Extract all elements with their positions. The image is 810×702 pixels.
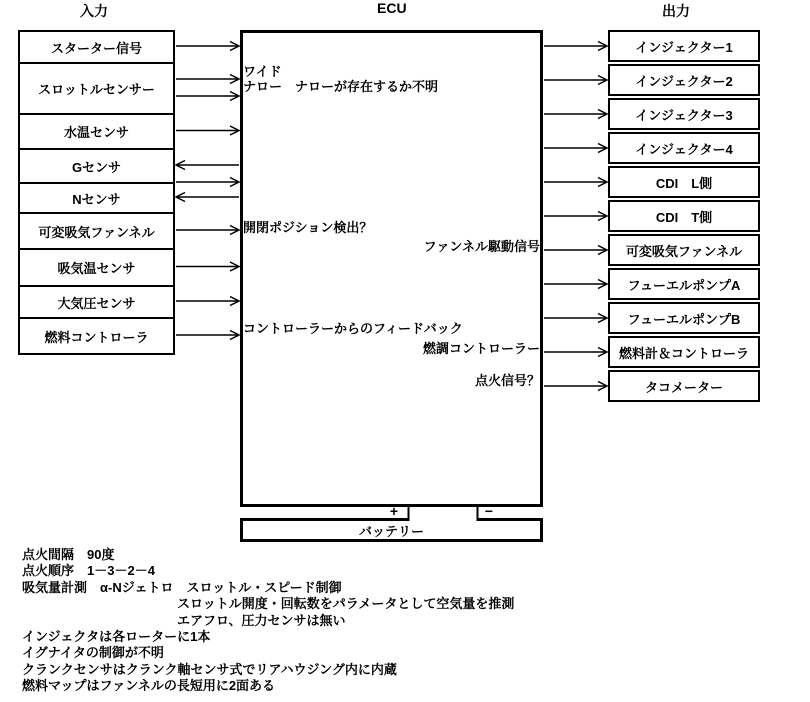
input-box-label: Gセンサ (71, 159, 122, 175)
output-box-label: フューエルポンプB (627, 311, 741, 327)
note-line: エアフロ、圧力センサは無い (177, 612, 346, 628)
input-box (18, 248, 175, 287)
ecu-annotation-open-close-position: 開閉ポジション検出？ (243, 220, 373, 235)
note-line: 燃料マップはファンネルの長短用に2面ある (22, 678, 276, 694)
ecu-annotation-fuel-adjust-controller: 燃調コントローラー (422, 341, 540, 356)
battery-connector-notch (409, 517, 477, 522)
output-box (608, 268, 760, 300)
input-box-label: 可変吸気ファンネル (38, 224, 155, 240)
output-box (608, 336, 760, 368)
signal-arrow-input (176, 161, 239, 170)
signal-arrow-input (176, 126, 239, 135)
input-box-label: 燃料コントローラ (44, 329, 149, 345)
ecu-annotation-ignition-signal: 点火信号？ (474, 373, 540, 388)
signal-arrow-output (544, 178, 607, 187)
output-box (608, 98, 760, 130)
output-box-label: タコメーター (644, 379, 723, 395)
output-box (608, 166, 760, 198)
input-box (18, 317, 175, 355)
note-line: イグナイタの制御が不明 (22, 645, 164, 661)
signal-arrow-input (176, 297, 239, 306)
battery-plus-terminal-label: + (389, 503, 399, 519)
output-box-label: CDI T側 (655, 209, 713, 225)
input-box-label: 吸気温センサ (57, 261, 136, 276)
output-box-label: インジェクター3 (635, 107, 733, 123)
signal-arrow-output (544, 314, 607, 323)
note-line: 点火間隔 90度 (22, 547, 115, 562)
ecu-header: ECU (377, 0, 407, 16)
output-box-label: インジェクター1 (635, 39, 733, 55)
input-box-label: スロットルセンサー (38, 82, 155, 97)
output-column-header: 出力 (662, 3, 690, 19)
note-line: インジェクタは各ローターに1本 (22, 629, 211, 645)
input-box-label: 水温センサ (63, 125, 129, 140)
input-box (18, 148, 175, 184)
signal-arrow-input (176, 42, 239, 51)
output-box (608, 30, 760, 62)
output-box-label: CDI L側 (655, 175, 713, 191)
signal-arrow-output (544, 382, 607, 391)
ecu-annotation-narrow: ナロー ナローが存在するか不明 (243, 79, 439, 94)
signal-arrow-input (176, 262, 239, 271)
signal-arrow-output (544, 280, 607, 289)
output-box-label: 可変吸気ファンネル (625, 243, 743, 259)
output-box-label: フューエルポンプA (627, 277, 741, 293)
signal-arrow-input (176, 193, 239, 202)
signal-arrow-output (544, 144, 607, 153)
signal-arrow-input (176, 75, 239, 84)
signal-arrow-input (176, 226, 239, 235)
signal-arrow-boundary (176, 178, 239, 187)
input-box (18, 30, 175, 64)
signal-arrow-output (544, 42, 607, 51)
note-line: スロットル開度・回転数をパラメータとして空気量を推測 (177, 596, 515, 612)
output-box (608, 302, 760, 334)
input-box (18, 285, 175, 319)
input-box (18, 212, 175, 250)
ecu-annotation-funnel-drive: ファンネル駆動信号 (423, 239, 540, 254)
signal-arrow-output (544, 76, 607, 85)
output-box-label: 燃料計＆コントローラ (618, 345, 749, 361)
note-line: 点火順序 1－3－2－4 (22, 563, 155, 579)
signal-arrow-output (544, 212, 607, 221)
signal-arrow-input (176, 92, 239, 101)
output-box-label: インジェクター2 (635, 73, 733, 89)
ecu-annotation-controller-feedback: コントローラーからのフィードバック (243, 321, 463, 336)
ecu-annotation-wide: ワイド (243, 64, 282, 79)
battery-label: バッテリー (358, 523, 424, 539)
output-box (608, 234, 760, 266)
ecu-box (240, 30, 543, 507)
output-box (608, 370, 760, 402)
notes-block (22, 547, 514, 695)
input-box (18, 182, 175, 214)
input-box-label: Nセンサ (72, 191, 121, 207)
input-box (18, 113, 175, 150)
input-box (18, 62, 175, 115)
signal-arrow-input (176, 331, 239, 340)
signal-arrow-output (544, 348, 607, 357)
input-box-label: 大気圧センサ (57, 295, 136, 311)
note-line: クランクセンサはクランク軸センサ式でリアハウジング内に内蔵 (22, 661, 397, 677)
signal-arrow-output (544, 246, 607, 255)
battery-minus-terminal-label: − (484, 503, 494, 519)
output-box-label: インジェクター4 (635, 141, 733, 157)
output-box (608, 200, 760, 232)
input-column-header: 入力 (80, 3, 108, 19)
output-box (608, 132, 760, 164)
input-box-label: スターター信号 (50, 40, 142, 56)
signal-arrow-output (544, 110, 607, 119)
output-box (608, 64, 760, 96)
note-line: 吸気量計測 α-Nジェトロ スロットル・スピード制御 (22, 579, 342, 595)
